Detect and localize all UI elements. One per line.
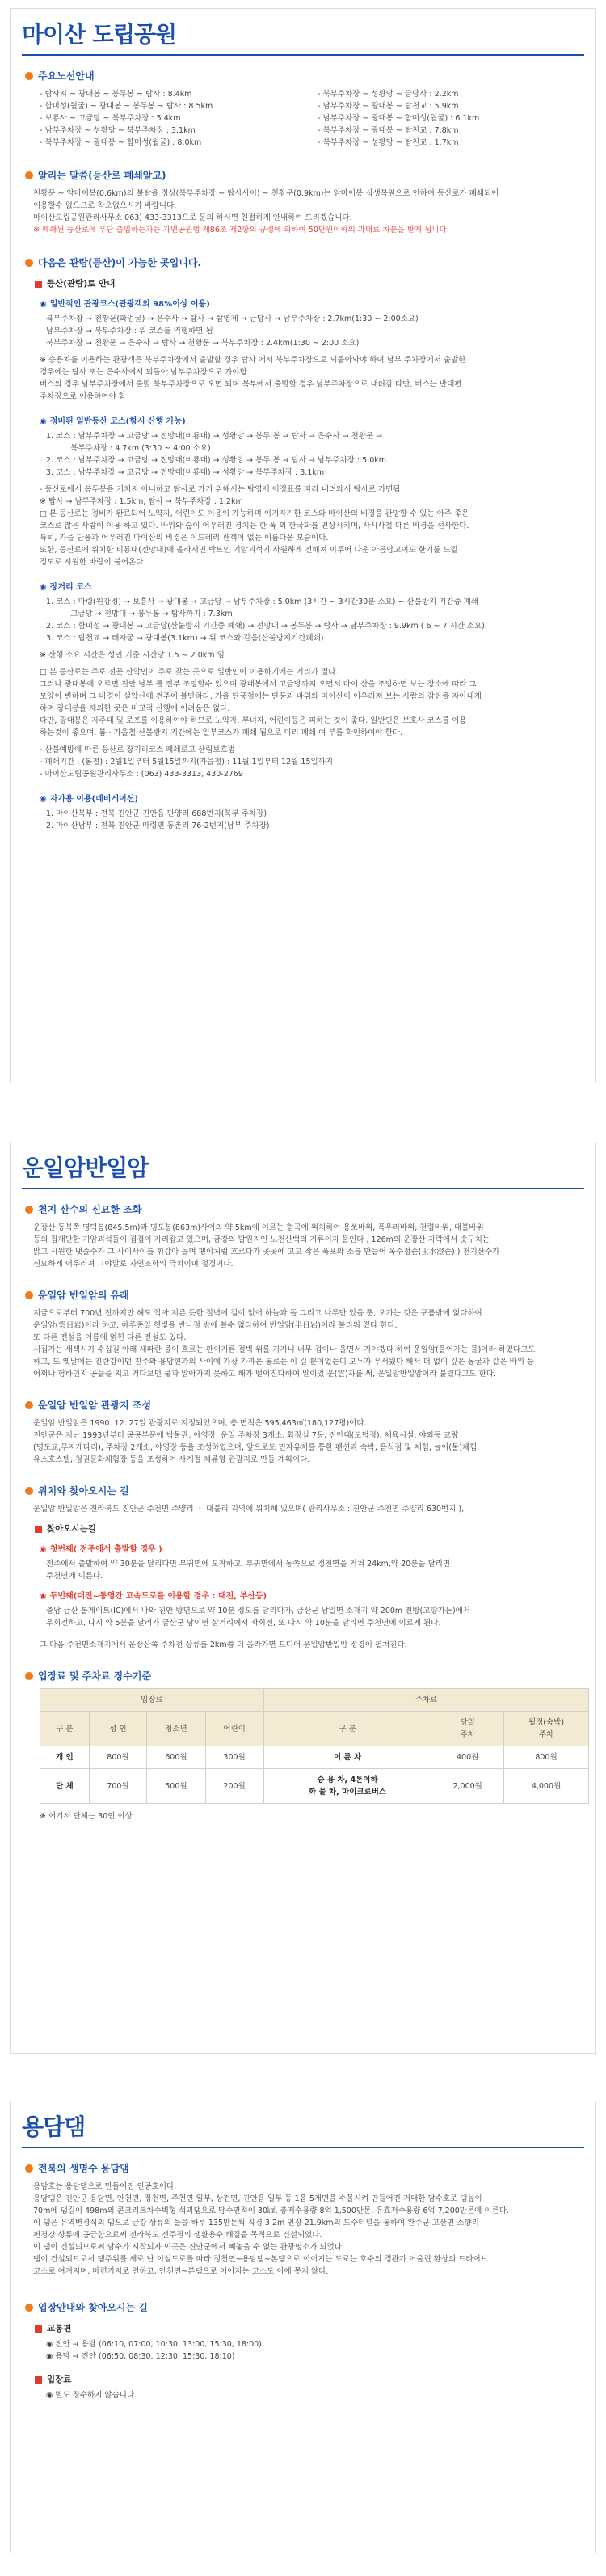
guide-heading-text: 등산(관람)로 안내	[47, 279, 116, 289]
route2-heading-text: 두번째(대전~통영간 고속도로를 이용할 경우 : 대전, 부산등)	[49, 1592, 267, 1601]
route1-heading-text: 첫번째( 전주에서 출발할 경우 )	[49, 1545, 162, 1554]
fee-column-header: 성 인	[89, 1712, 147, 1746]
text-line: 진안군은 지난 1993년부터 공공부문에 박물관, 야영장, 운일 주차장 3개소, 화장실 7동, 진안대(도덕정), 체육시설, 야외등 교량	[33, 1431, 459, 1440]
nature-heading-text: 천지 산수의 신묘한 조화	[38, 1204, 142, 1215]
fee-column-header: 당일 주차	[431, 1712, 504, 1746]
maisan-section	[10, 8, 596, 1083]
notice-heading-text: 알리는 말씀(등산로 폐쇄알고)	[38, 170, 166, 181]
note-line: ※ 승용차를 이용하는 관광객은 북부주차장에서 출발할 경우 탑사 에서 북부주차장으로 되돌아와야 하며 남부 주차장에서 출발한	[40, 356, 466, 365]
fee-column-header: 어린이	[205, 1712, 263, 1746]
route-line: - 남부주차장 ~ 성황당 ~ 북부주차장 : 3.1km	[40, 126, 196, 135]
route-line: - 북부주차장 ~ 성황당 ~ 탑천교 : 1.7km	[318, 138, 459, 147]
text-line: 코스로 여겨지며, 마련기지로 연하고, 안천면~본댐으로 이어지는 코스도 이에 못지 않다.	[33, 2267, 329, 2276]
bullet-icon	[25, 72, 33, 80]
table-cell: 300원	[205, 1746, 263, 1769]
origin-heading	[25, 1288, 581, 1303]
text-line: 시집가는 새색시가 수십길 아래 새파란 물이 흐르는 판이지른 절벽 위를 가자니 너무 겁이나 울면서 가야겠다 하여 운일암(울어가는 물)이라 하였다고도	[33, 1345, 536, 1354]
long-course-heading-text: 장거리 코스	[49, 583, 92, 592]
general-course-heading-text: 일반적인 관광코스(관광객의 98%이상 이용)	[49, 300, 210, 309]
long-course-list	[46, 596, 579, 644]
course-item: 1. 코스 : 마령(원강정) → 보흥사 → 광대봉 → 고금당 → 남부주차장 : 5.0km (3시간 ~ 3시간30분 소요) ~ 산불방지 기간중 폐쇄	[46, 598, 479, 606]
admission-heading-text: 입장료	[47, 2375, 72, 2384]
general-course-heading	[40, 298, 579, 310]
text-line: 이용할수 없으므로 착오없으시기 바랍니다.	[33, 201, 177, 210]
yongdam-section	[10, 2101, 596, 2553]
note-line: 하며 광대봉을 제외한 곳은 비교적 산행에 어려움은 없다.	[40, 704, 230, 713]
check-icon: ◉	[40, 300, 47, 309]
square-bullet-icon	[35, 1526, 42, 1533]
route2-text	[46, 1605, 579, 1629]
available-heading-text: 다음은 관람(등산)이 가능한 곳입니다.	[38, 257, 201, 268]
text-line: 등의 집채만한 기암괴석들이 겹겹이 자리잡고 있으며, 금강의 발원지인 노천산백의 지류이자 물인다 , 126m의 운장산 자락에서 솟구치는	[33, 1235, 490, 1244]
admission-text: ◉ 별도 징수하지 않습니다.	[46, 2391, 137, 2400]
check-icon: ◉	[40, 1592, 47, 1601]
way-heading	[25, 1484, 581, 1498]
route-line: - 남부주차장 ~ 광대봉 ~ 탑천교 : 5.9km	[318, 102, 459, 111]
bullet-icon	[25, 259, 33, 267]
transport-list	[46, 2338, 579, 2363]
note-line: 주차장으로 이용하여야 함	[40, 392, 126, 401]
transport-heading	[35, 2323, 579, 2335]
schedule-line: ◉ 용담 → 진안 (06:50, 08:30, 12:30, 15:30, 18:10)	[46, 2352, 235, 2361]
find-heading	[35, 1523, 579, 1535]
notice-warning: ※ 폐쇄된 등산로에 무단 출입하는자는 자연공원법 제86조 제2항의 규정에 의하여 50만원이하의 과태료 처분을 받게 됩니다.	[33, 226, 449, 234]
long-desc	[40, 666, 579, 739]
admission-group-header: 입장료	[40, 1689, 264, 1712]
course-item: 북부주차장 : 4.7km (3:30 ~ 4:00 소요)	[46, 444, 211, 453]
text-line: 운장산 동북쪽 명덕봉(845.5m)과 명도봉(863m)사이의 약 5km에 이르는 협곡에 위치하여 용쏘바위, 폭우리바위, 천렵바위, 대불바위	[33, 1223, 484, 1232]
square-bullet-icon	[35, 2325, 42, 2333]
course-item: 3. 코스 : 탑천교 → 태자궁 → 광대봉(3.1km) → 위 코스와 같음(산불방지기간폐쇄)	[46, 634, 324, 643]
text-line: 운일암(雲日岩)이라 하고, 하루종일 햇빛을 반나절 밖에 볼수 없다하여 반일암(半日岩)이라 불리워 졌다 한다.	[33, 1321, 398, 1330]
general-course-list	[46, 313, 579, 349]
text-line: 신묘하게 어우러져 그야말로 자연조화의 극치이며 절경이다.	[33, 1260, 234, 1269]
note-line: □ 본 등산로는 주로 전문 산악인이 주로 찾는 곳으로 일반인이 이용하기에는 거리가 멀다.	[40, 668, 339, 677]
note-line: 하는것이 좋으며, 봄 · 가을철 산불방지 기간에는 일부코스가 폐쇄 됨으로 미리 폐쇄 여 부를 확인하여야 한다.	[40, 728, 402, 737]
schedule-line: ◉ 진안 → 용담 (06:10, 07:00, 10:30, 13:00, 15:30, 18:00)	[46, 2340, 262, 2349]
admission-heading	[35, 2374, 579, 2386]
title-rule	[22, 1188, 584, 1189]
way-heading-text: 위치와 찾아오시는 길	[38, 1485, 129, 1497]
maisan-title: 마이산 도립공원	[22, 21, 177, 48]
text-line: 70m에 댐길이 498m의 콘크리트차수벽형 석괴댐으로 담수면적이 30㎢, 총저수용량 8억 1,500만톤, 유효저수용량 6억 7,200만톤에 이른다.	[33, 2206, 509, 2215]
course-item: 남부주차장 → 북부주차장 : 위 코스를 역행하면 됨	[46, 327, 213, 336]
note-line: 다만, 광대봉은 자주대 및 로프를 이용하여야 하므로 노약자, 부녀자, 어린이등은 피하는 것이 좋다. 일반인은 보호사 코스를 이용	[40, 716, 467, 725]
routes-list	[40, 88, 579, 149]
section-gap	[0, 1083, 606, 1142]
car-list	[46, 808, 579, 832]
text-line: 하고, 또 옛날에는 진란강이던 진주와 용담현과의 사이에 가장 가까운 통로는 이 길 뿐이었는디 모두가 무서웠다 해서 더 없이 깊은 동굴과 같은 바위 등	[33, 1358, 535, 1366]
text-line: 이 댐은 유역변경식의 댐으로 금강 상류의 물을 하루 135만톤씩 직경 3.2m 연장 21.9km의 도수터널을 통하여 완주군 고산면 소향리	[33, 2219, 479, 2228]
text-line: 지금으로부터 700년 전까지만 해도 깍아 지른 듯한 절벽에 길이 없어 하늘과 돌 그리고 나무만 있을 뿐, 오가는 것은 구름밖에 없다하여	[33, 1309, 482, 1318]
routes-heading	[25, 69, 581, 83]
nature-heading	[25, 1202, 581, 1217]
table-cell: 500원	[147, 1769, 205, 1804]
text-line: 용담댐은 진안군 용담면, 안천면, 정천면, 주천면 일부, 상전면, 진안읍 일부 등 1읍 5개면을 수몰시켜 만들어진 거대한 담수호로 댐높이	[33, 2194, 482, 2203]
note-line: 또한, 등산로에 위치한 비룡대(전망대)에 올라서면 탁트인 기암괴석기 사원하게 전해져 이루어 다운 아름답고이도 한기를 느낄	[40, 546, 458, 555]
title-rule	[22, 54, 584, 56]
table-row	[40, 1769, 589, 1804]
unilam-title: 운일암반일암	[22, 1155, 149, 1181]
trail-course-heading	[40, 416, 579, 428]
note-line: 그러나 광대봉에 오르면 진안 남부 를 전부 조망할수 있으며 광대봉에서 고금당까지 오면서 마이 산을 조망하면 보는 장소에 따라 그	[40, 680, 477, 689]
origin-heading-text: 운일암 반일암의 유래	[38, 1290, 129, 1301]
note-line: 버스의 경우 남부주차장에서 출발 북부주차장으로 오면 되며 북부에서 출발할 경우 남부주차장으로 내려감 다만, 버스는 반대편	[40, 380, 462, 389]
bullet-icon	[25, 1672, 33, 1680]
note-line: - 등산로에서 봉두봉을 거치지 아니하고 탑사로 가기 위해서는 탑영제 이정표를 따라 내려와서 탑사로 가면됨	[40, 485, 401, 494]
text-line: 충남 금산 톨게이트(IC)에서 나와 진안 방면으로 약 10분 정도를 달리다가, 금산군 남일면 소재지 약 200m 전방(고향가든)에서	[46, 1607, 471, 1615]
table-cell: 승 용 차, 4톤이하 화 물 차, 마이크로버스	[263, 1769, 431, 1804]
routes-left-col	[40, 88, 301, 149]
text-line: 용담호는 용담댐으로 만들어진 인공호이다.	[33, 2182, 177, 2191]
bullet-icon	[25, 1487, 33, 1495]
bullet-icon	[25, 2164, 33, 2173]
table-cell: 개 인	[40, 1746, 90, 1769]
address-line: 2. 마이산남부 : 전북 진안군 마령면 동촌리 76-2번지(남부 주차장)	[46, 821, 270, 830]
bullet-icon	[25, 171, 33, 179]
table-cell: 800원	[89, 1746, 147, 1769]
text-line: 우회전하고, 다시 약 5분을 달려가 금산군 남이면 삼거리에서 좌회전, 또 다시 약 10분을 달리면 주천면에 이르게 된다.	[46, 1619, 441, 1628]
table-cell: 400원	[431, 1746, 504, 1769]
text-line: 천황문 ~ 암마이봉(0.6km)의 불탑을 정상(북부주차장 ~ 탑사사이) ~ 천황문(0.9km)는 암마이봉 식생복원으로 인하여 등산로가 폐쇄되어	[33, 189, 499, 198]
env-heading	[25, 1398, 581, 1413]
table-row	[40, 1746, 589, 1769]
route-line: - 합미성(월굴) ~ 광대봉 ~ 봉두봉 ~ 탑사 : 8.5km	[40, 102, 213, 111]
yongdam-title: 용담댐	[22, 2114, 86, 2140]
route2-heading	[40, 1590, 579, 1603]
fee-column-header: 구 분	[263, 1712, 431, 1746]
nature-text	[33, 1222, 579, 1270]
life-heading	[25, 2161, 581, 2176]
note-line: 코스로 많은 사람이 이용 하고 있다. 바위와 숲이 어우러진 경치는 한 폭 의 한국화를 연상시키며, 사시사철 다른 비경을 선사한다.	[40, 522, 469, 530]
text-line: (명도교,무지개다리), 주차장 2개소, 야영장 등을 조성하였으며, 앞으로도 민자유치를 통한 펜션과 숙박, 음식점 및 체험, 놀이(물)체험,	[33, 1443, 480, 1452]
text-line: 주천면에 이른다.	[46, 1572, 103, 1581]
table-cell: 700원	[89, 1769, 147, 1804]
section-gap	[0, 2054, 606, 2101]
life-text	[33, 2181, 579, 2278]
route-line: - 남부주차장 ~ 광대봉 ~ 합미성(월굴) : 6.1km	[318, 114, 480, 123]
trail-course-list	[46, 430, 579, 479]
note-line: □ 본 등산로는 정비가 완료되어 노약자, 어린이도 이용이 가능하며 이기자기한 코스와 마이산의 비경을 관망할 수 있는 아주 좋은	[40, 509, 469, 518]
text-line: 맑고 시원한 냇줄수가 그 사이사이를 휘감아 돌며 팽이처럼 흐르다가 곳곳에 고고 작은 폭포와 소를 만들어 옥수정순(玉水澄순) ) 천지산수가	[33, 1248, 500, 1256]
course-item: 3. 코스 : 남부주차장 → 고금당 → 전망대(비룡대) → 성황당 → 북부주차장 : 3.1km	[46, 468, 325, 477]
notice-heading	[25, 168, 581, 183]
text-line: 또 다른 전설을 이름에 얽힌 다른 전설도 있다.	[33, 1333, 187, 1342]
table-cell: 이 륜 차	[263, 1746, 431, 1769]
long-course-heading	[40, 581, 579, 593]
table-cell: 600원	[147, 1746, 205, 1769]
square-bullet-icon	[35, 2376, 42, 2384]
address-line: 1. 마이산북부 : 전북 진안군 진안읍 단양리 688번지(북부 주차장)	[46, 809, 267, 818]
note-line: ※ 탑사 → 남부주차장 : 1.5km, 탑사 → 북부주차장 : 1.2km	[40, 497, 243, 506]
course-item: 2. 코스 : 남부주차장 → 고금당 → 전망대(비룡대) → 성황당 → 봉두 봉 → 탑사 → 남부주차장 : 5.0km	[46, 456, 386, 465]
text-line: 편경강 상류에 공급함으로써 전라북도 전주권의 생활용수 해결을 목적으로 건설되었다.	[33, 2231, 322, 2240]
transport-heading-text: 교통편	[47, 2324, 72, 2333]
fee-column-header: 구 분	[40, 1712, 90, 1746]
text-line: 댐이 건설되므로서 댐주위를 새로 난 이설도로를 따라 정천면~용담댐~본댐으로 이어지는 도로는 호수의 경관가 어울린 환상의 드라이브	[33, 2255, 488, 2264]
way-text: 운일암 반일암은 전라북도 진안군 주천면 주양리 ・ 대불리 지역에 위치해 있으며( 관리사무소 : 진안군 주천면 주양리 630번지 ),	[33, 1505, 465, 1514]
route1-text	[46, 1558, 579, 1582]
parking-group-header: 주차료	[263, 1689, 588, 1712]
text-line: 전주에서 출발하여 약 30분을 달리다면 부귀면에 도착하고, 부귀면에서 동쪽으로 정천면을 거쳐 24km,약 20분을 달리면	[46, 1560, 451, 1569]
bullet-icon	[25, 1291, 33, 1299]
note-line: 경우에는 탑사 또는 은수사에서 되돌아 남부주차장으로 가야함.	[40, 368, 250, 377]
routes-right-col	[318, 88, 579, 149]
origin-text	[33, 1307, 579, 1380]
course-item: 2. 코스 : 합미성 → 광대봉 → 고금당(산불방지 기간중 폐쇄) → 전망대 → 봉두봉 → 탑사 → 남부주차장 : 9.9km ( 6 ~ 7 시간 소요)	[46, 622, 486, 631]
warning-line: - 산불예방에 따른 등산로 장기리코스 폐쇄로고 산림보호법	[40, 745, 235, 754]
text-line: 운일암 반일암은 1990. 12. 27일 관광지로 지정되었으며, 총 면적은 595,463㎡(180,127평)이다.	[33, 1419, 367, 1428]
warning-line: - 폐쇄기간 : (봄철) : 2월1일부터 5월15일까지(가을철) : 11월 1일부터 12월 15일까지	[40, 758, 334, 766]
long-note: ※ 산행 소요 시간은 성인 기준 시간당 1.5 ~ 2.0km 임	[40, 651, 225, 660]
notice-text	[33, 188, 579, 224]
text-line: 어쩌나 험하던지 공들을 지고 거다보던 물과 말아가지 못하고 해가 떨어진다하여 말이었 운(雲)자를 써, 운일암반일암이라 불렸다고도 한다.	[33, 1370, 496, 1379]
table-cell: 단 체	[40, 1769, 90, 1804]
check-icon: ◉	[40, 583, 47, 592]
square-bullet-icon	[35, 281, 42, 288]
text-line: 이 댐이 건설되므로써 담수가 시작되자 이곳은 진안군에서 빼놓을 수 없는 관광명소가 되었다.	[33, 2243, 344, 2252]
table-cell: 800원	[504, 1746, 589, 1769]
bullet-icon	[25, 1401, 33, 1409]
env-heading-text: 운일암 반일암 관광지 조성	[38, 1400, 152, 1411]
route-line: - 북부주차장 ~ 성황당 ~ 금당사 : 2.2km	[318, 90, 459, 99]
check-icon: ◉	[40, 795, 47, 804]
fee-rows	[40, 1746, 589, 1804]
warning-line: - 마이산도립공원관리사무소 : (063) 433-3313, 430-2769	[40, 770, 243, 779]
route-final: 그 다음 주천면소재지에서 운장산쪽 주차전 상류를 2km쯤 더 올라가면 드디어 운일암반일암 정경이 펼쳐진다.	[40, 1641, 407, 1649]
fee-table	[40, 1688, 589, 1804]
fee-note: ※ 어기서 단체는 30인 이상	[40, 1812, 133, 1821]
course-item: 고금당 → 전망대 → 봉두봉 → 탑사까지 : 7.3km	[46, 610, 233, 619]
note-line: 모양이 변하며 그 비경이 설악산에 견주어 볼만하다. 가을 단풍철에는 단풍과 바위와 마이산이 어우러져 보는 사람의 감탄을 자아내게	[40, 692, 482, 701]
course-item: 북부주차장 → 천황문 → 은수사 → 탑사 → 천황문 → 북부주차장 : 2.4km(1:30 ~ 2:00 소요)	[46, 339, 360, 348]
trail-note	[40, 484, 579, 568]
check-icon: ◉	[40, 417, 47, 426]
route-line: - 탑사지 ~ 광대봉 ~ 봉두봉 ~ 탑사 : 8.4km	[40, 90, 192, 99]
available-heading	[25, 255, 581, 270]
route1-heading	[40, 1543, 579, 1556]
table-cell: 4,000원	[504, 1769, 589, 1804]
fire-notes	[40, 744, 579, 780]
fee-heading	[25, 1669, 581, 1683]
unilam-section	[10, 1142, 596, 2054]
guide-heading	[35, 278, 579, 290]
yongdam-way-heading	[25, 2300, 581, 2315]
find-heading-text: 찾아오시는길	[47, 1524, 96, 1534]
note-line: 정도로 시원한 바람이 불어온다.	[40, 558, 146, 567]
course-item: 북부주차장 → 천황문(화엄굴) → 은수사 → 탑사 → 탑영제 → 금당사 → 남부주차장 : 2.7km(1:30 ~ 2:00소요)	[46, 315, 419, 323]
general-note	[40, 354, 579, 403]
fee-heading-text: 입장료 및 주차료 징수기준	[38, 1670, 152, 1682]
course-item: 1. 코스 : 남부주차장 → 고금당 → 전망대(비룡대) → 성황당 → 봉두 봉 → 탑사 → 은수사 → 천황문 →	[46, 432, 383, 441]
table-cell: 2,000원	[431, 1769, 504, 1804]
car-heading	[40, 793, 579, 805]
bullet-icon	[25, 2304, 33, 2312]
fee-column-headers	[40, 1712, 589, 1746]
car-heading-text: 자가용 이용(네비게이션)	[49, 795, 138, 804]
route-line: - 북부주차장 ~ 광대봉 ~ 탑천교 : 7.8km	[318, 126, 459, 135]
life-heading-text: 전북의 생명수 용담댐	[38, 2163, 129, 2174]
fee-column-header: 청소년	[147, 1712, 205, 1746]
text-line: 유스호스텔, 청권문화체험장 등을 조성하여 사계절 체류형 관광지로 만들 계획이다.	[33, 1455, 310, 1464]
yongdam-way-heading-text: 입장안내와 찾아오시는 길	[38, 2302, 148, 2313]
check-icon: ◉	[40, 1545, 47, 1554]
env-text	[33, 1417, 579, 1466]
route-line: - 보룡사 ~ 고금당 ~ 북부주차장 : 5.4km	[40, 114, 181, 123]
note-line: 특히, 가을 단풍과 어우러진 마이산의 비경은 이드레리 관객이 없는 이름다운 모습이다.	[40, 534, 329, 543]
bullet-icon	[25, 1206, 33, 1214]
text-line: 마이산도립공원관리사무소 063) 433-3313으로 문의 하시면 친절하게 안내하여 드리겠습니다.	[33, 213, 352, 222]
fee-column-header: 월정(숙박) 주차	[504, 1712, 589, 1746]
route-line: - 북부주차장 ~ 광대봉 ~ 합미성(월굴) : 8.0km	[40, 138, 202, 147]
title-rule	[22, 2147, 584, 2148]
trail-course-heading-text: 정비된 일반등산 코스(항시 산행 가능)	[49, 417, 186, 426]
routes-heading-text: 주요노선안내	[38, 70, 95, 82]
table-cell: 200원	[205, 1769, 263, 1804]
